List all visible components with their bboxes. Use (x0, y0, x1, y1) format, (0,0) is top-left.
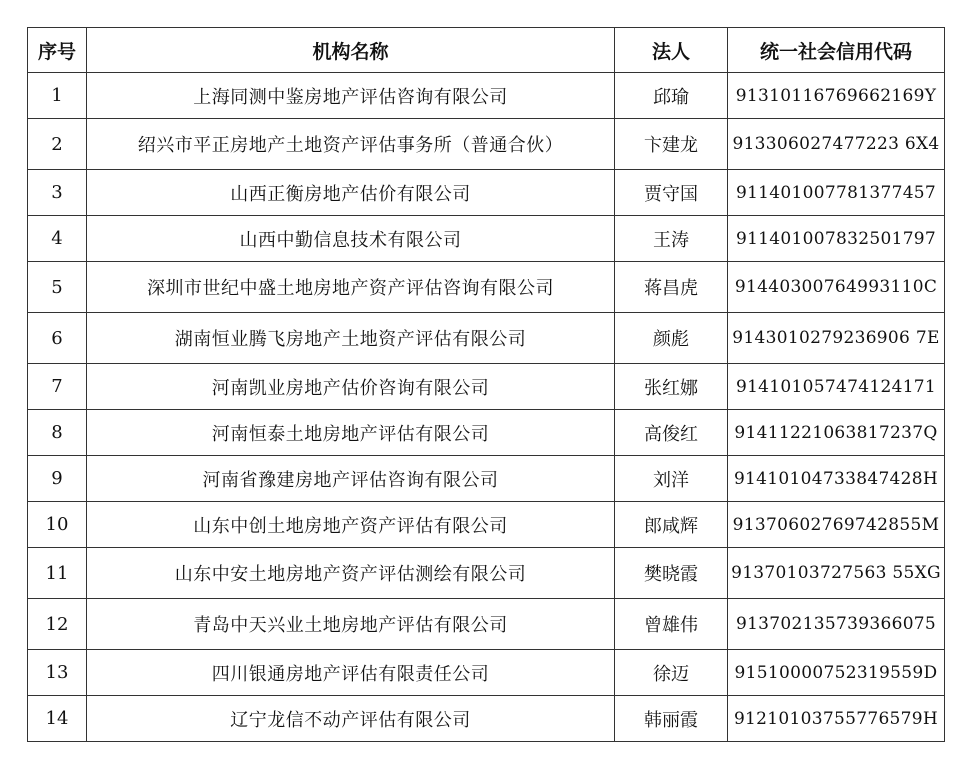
cell-credit-code: 91370602769742855M (728, 502, 945, 548)
table-row (28, 548, 945, 599)
cell-index: 9 (28, 456, 87, 502)
cell-index: 2 (28, 119, 87, 170)
cell-index: 4 (28, 216, 87, 262)
cell-legal-rep: 樊晓霞 (615, 548, 728, 599)
cell-legal-rep: 卞建龙 (615, 119, 728, 170)
cell-legal-rep: 郎咸辉 (615, 502, 728, 548)
cell-agency-name: 河南省豫建房地产评估咨询有限公司 (87, 456, 615, 502)
cell-credit-code: 91411221063817237Q (728, 410, 945, 456)
cell-index: 14 (28, 696, 87, 742)
cell-legal-rep: 蒋昌虎 (615, 262, 728, 313)
table-row (28, 599, 945, 650)
header-name: 机构名称 (87, 28, 615, 73)
cell-index: 7 (28, 364, 87, 410)
table-row (28, 73, 945, 119)
cell-agency-name: 山东中安土地房地产资产评估测绘有限公司 (87, 548, 615, 599)
cell-agency-name: 湖南恒业腾飞房地产土地资产评估有限公司 (87, 313, 615, 364)
cell-agency-name: 绍兴市平正房地产土地资产评估事务所（普通合伙） (87, 119, 615, 170)
table-row (28, 696, 945, 742)
cell-credit-code: 91310116769662169Y (728, 73, 945, 119)
table-row (28, 170, 945, 216)
cell-index: 10 (28, 502, 87, 548)
table-row (28, 650, 945, 696)
cell-index: 13 (28, 650, 87, 696)
cell-legal-rep: 张红娜 (615, 364, 728, 410)
cell-legal-rep: 贾守国 (615, 170, 728, 216)
table-row (28, 262, 945, 313)
cell-agency-name: 河南凯业房地产估价咨询有限公司 (87, 364, 615, 410)
cell-agency-name: 山东中创土地房地产资产评估有限公司 (87, 502, 615, 548)
header-credit-code: 统一社会信用代码 (728, 28, 945, 73)
cell-legal-rep: 韩丽霞 (615, 696, 728, 742)
table-row (28, 502, 945, 548)
cell-credit-code: 91510000752319559D (728, 650, 945, 696)
cell-agency-name: 辽宁龙信不动产评估有限公司 (87, 696, 615, 742)
cell-credit-code: 9143010279236906 7E (728, 313, 945, 364)
table-row (28, 456, 945, 502)
table-row (28, 216, 945, 262)
cell-agency-name: 山西正衡房地产估价有限公司 (87, 170, 615, 216)
cell-agency-name: 河南恒泰土地房地产评估有限公司 (87, 410, 615, 456)
cell-index: 5 (28, 262, 87, 313)
cell-credit-code: 91410104733847428H (728, 456, 945, 502)
cell-credit-code: 91370103727563 55XG (728, 548, 945, 599)
cell-legal-rep: 邱瑜 (615, 73, 728, 119)
cell-index: 1 (28, 73, 87, 119)
cell-credit-code: 91210103755776579H (728, 696, 945, 742)
cell-index: 11 (28, 548, 87, 599)
table-row (28, 119, 945, 170)
cell-legal-rep: 王涛 (615, 216, 728, 262)
cell-credit-code: 913702135739366075 (728, 599, 945, 650)
header-legal-rep: 法人 (615, 28, 728, 73)
cell-agency-name: 青岛中天兴业土地房地产评估有限公司 (87, 599, 615, 650)
cell-index: 12 (28, 599, 87, 650)
cell-legal-rep: 刘洋 (615, 456, 728, 502)
cell-agency-name: 山西中勤信息技术有限公司 (87, 216, 615, 262)
cell-index: 8 (28, 410, 87, 456)
cell-credit-code: 911401007832501797 (728, 216, 945, 262)
cell-credit-code: 91440300764993110C (728, 262, 945, 313)
cell-agency-name: 深圳市世纪中盛土地房地产资产评估咨询有限公司 (87, 262, 615, 313)
header-index: 序号 (28, 28, 87, 73)
cell-legal-rep: 徐迈 (615, 650, 728, 696)
cell-agency-name: 四川银通房地产评估有限责任公司 (87, 650, 615, 696)
header-row (28, 28, 945, 73)
cell-legal-rep: 高俊红 (615, 410, 728, 456)
agency-table (27, 27, 945, 742)
cell-index: 3 (28, 170, 87, 216)
cell-agency-name: 上海同测中鉴房地产评估咨询有限公司 (87, 73, 615, 119)
cell-index: 6 (28, 313, 87, 364)
cell-legal-rep: 曾雄伟 (615, 599, 728, 650)
table-body (28, 73, 945, 742)
cell-credit-code: 914101057474124171 (728, 364, 945, 410)
table-row (28, 364, 945, 410)
cell-legal-rep: 颜彪 (615, 313, 728, 364)
cell-credit-code: 911401007781377457 (728, 170, 945, 216)
cell-credit-code: 913306027477223 6X4 (728, 119, 945, 170)
table-row (28, 410, 945, 456)
table-row (28, 313, 945, 364)
